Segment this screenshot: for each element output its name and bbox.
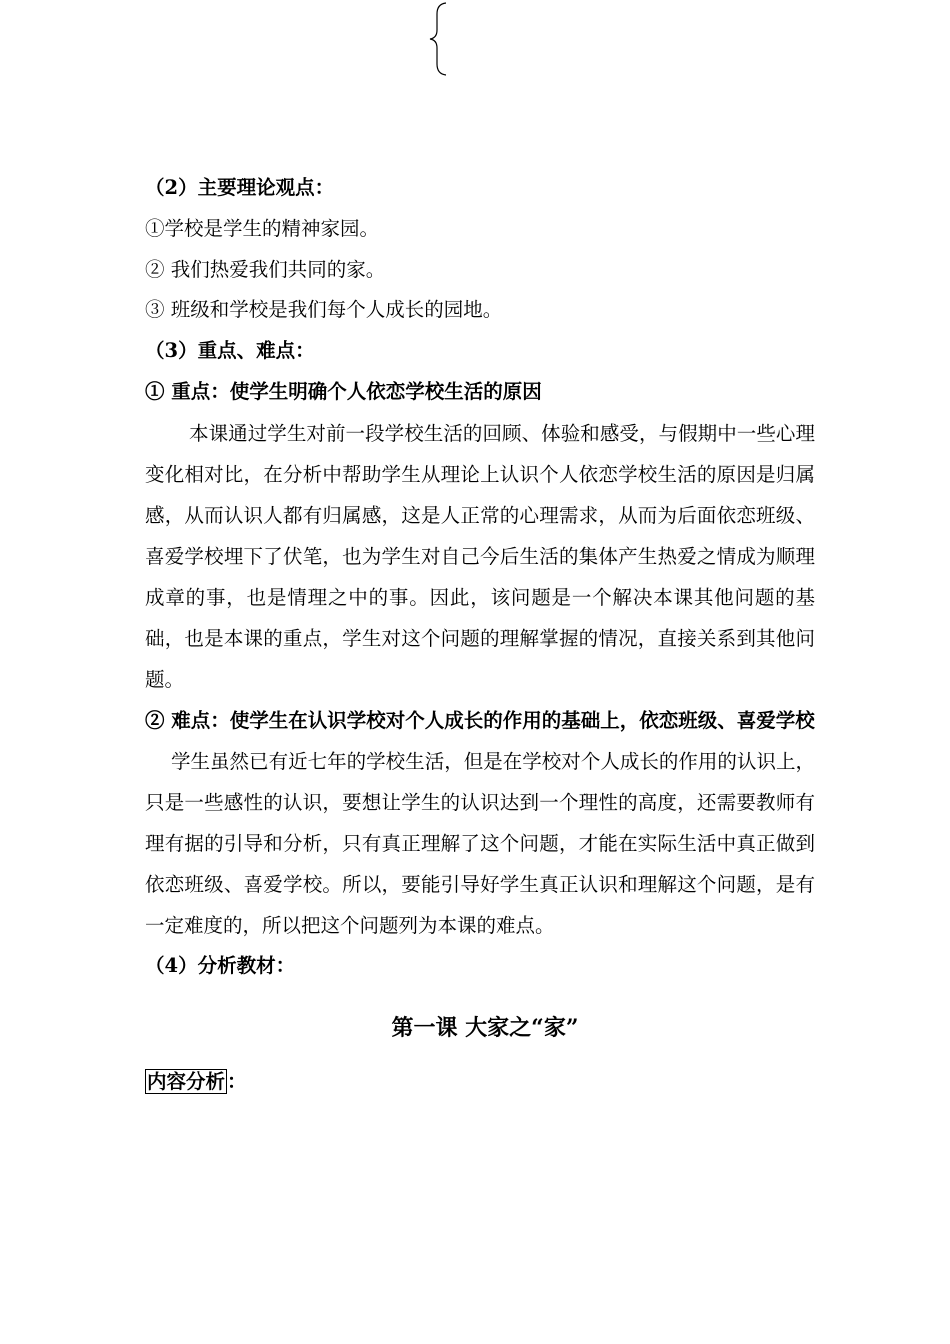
section-4-title: （4）分析教材： xyxy=(145,953,296,977)
difficulty-title: ② 难点：使学生在认识学校对个人成长的作用的基础上，依恋班级、喜爱学校 xyxy=(145,708,815,732)
theory-point-2: ② 我们热爱我们共同的家。 xyxy=(145,257,386,281)
key-point-paragraph: 本课通过学生对前一段学校生活的回顾、体验和感受，与假期中一些心理变化相对比，在分析中帮助学生从理论上认识个人依恋学校生活的原因是归属感，从而认识人都有归属感，这是人正常的心理需求，从而为后面依恋班级、喜爱学校埋下了伏笔，也为学生对自己今后生活的集体产生热爱之情成为顺理成章的事，也是情理之中的事。因此，该问题是一个解决本课其他问题的基础，也是本课的重点，学生对这个问题的理解掌握的情况，直接关系到其他问题。 xyxy=(145,421,815,691)
lesson-title: 第一课 大家之“家” xyxy=(391,1014,579,1041)
content-analysis-colon: ： xyxy=(227,1069,247,1093)
theory-point-1: ①学校是学生的精神家园。 xyxy=(145,216,380,240)
content-analysis-line xyxy=(145,1067,815,1097)
theory-point-3: ③ 班级和学校是我们每个人成长的园地。 xyxy=(145,298,503,322)
difficulty-paragraph: 学生虽然已有近七年的学校生活，但是在学校对个人成长的作用的认识上，只是一些感性的认识，要想让学生的认识达到一个理性的高度，还需要教师有理有据的引导和分析，只有真正理解了这个问题，才能在实际生活中真正做到依恋班级、喜爱学校。所以，要能引导好学生真正认识和理解这个问题，是有一定难度的，所以把这个问题列为本课的难点。 xyxy=(145,749,815,937)
section-3-title: （3）重点、难点： xyxy=(145,339,315,363)
section-2-title: （2）主要理论观点： xyxy=(145,176,335,199)
document-body xyxy=(145,168,815,1097)
content-analysis-label: 内容分析 xyxy=(147,1069,226,1093)
key-point-title: ① 重点：使学生明确个人依恋学校生活的原因 xyxy=(145,379,542,403)
brace-symbol xyxy=(428,2,450,76)
